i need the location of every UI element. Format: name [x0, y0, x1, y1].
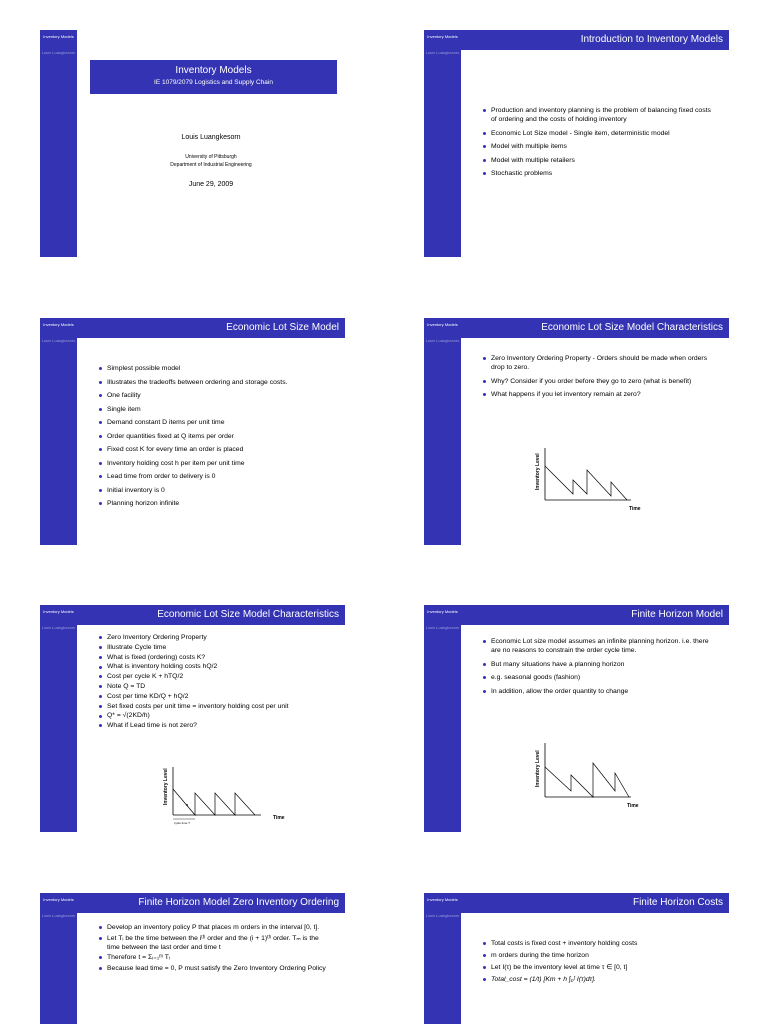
inventory-sawtooth-diagram	[533, 444, 663, 516]
bullet-item: Let Tᵢ be the time between the iᵗʰ order and the (i + 1)ᵗʰ order. Tₘ is the time between the last order and time t	[99, 934, 333, 952]
sidebar	[40, 605, 77, 832]
bullet-item: Total costs is fixed cost + inventory holding costs	[483, 939, 717, 948]
bullet-item: Demand constant D items per unit time	[99, 418, 333, 427]
inventory-level-line	[173, 789, 255, 815]
slide-title	[40, 30, 345, 257]
slide-heading: Economic Lot Size Model	[226, 322, 339, 333]
bullet-item: Economic Lot size model assumes an infinite planning horizon. i.e. there are no reasons to constrain the order cycle time.	[483, 637, 717, 655]
sidebar	[40, 318, 77, 545]
inventory-level-line	[545, 763, 629, 797]
sidebar	[40, 30, 77, 257]
author-name: Louis Luangkesorn	[181, 134, 241, 141]
bullet-item: What if Lead time is not zero?	[99, 721, 333, 730]
reorder-point-marker	[186, 804, 188, 806]
sidebar	[40, 893, 77, 1024]
bullet-list	[483, 354, 717, 404]
bullet-item: Stochastic problems	[483, 169, 717, 178]
slide-body	[461, 50, 729, 257]
sidebar	[424, 893, 461, 1024]
slide-heading: Finite Horizon Model	[631, 609, 723, 620]
cycle-time-label: cycle time T	[174, 821, 190, 825]
bullet-item: Q* = √(2KD/h)	[99, 711, 333, 720]
slide-heading: Economic Lot Size Model Characteristics	[541, 322, 723, 333]
bullet-item: Production and inventory planning is the problem of balancing fixed costs of ordering and the costs of holding inventory	[483, 106, 717, 124]
slide-elsm-characteristics-2	[40, 605, 345, 832]
bullet-item: One facility	[99, 391, 333, 400]
bullet-item: Planning horizon infinite	[99, 499, 333, 508]
slide-body	[77, 913, 345, 1024]
bullet-item: Note Q = TD	[99, 682, 333, 691]
slide-header	[461, 605, 729, 625]
bullet-item: Economic Lot Size model - Single item, deterministic model	[483, 129, 717, 138]
sidebar-author: Louis Luangkesorn	[425, 625, 460, 630]
bullet-item: Cost per cycle K + hTQ/2	[99, 672, 333, 681]
affiliation-department: Department of Industrial Engineering	[170, 162, 252, 168]
x-axis-label: Time	[273, 815, 285, 821]
sidebar-author: Louis Luangkesorn	[41, 625, 76, 630]
bullet-item: Total_cost = (1/t) [Km + h ∫₀ᵗ I(τ)dτ].	[483, 975, 717, 984]
slide-header	[77, 605, 345, 625]
slide-header	[461, 318, 729, 338]
bullet-item: What is inventory holding costs hQ/2	[99, 662, 333, 671]
bullet-item: Inventory holding cost h per item per unit time	[99, 459, 333, 468]
bullet-list	[483, 637, 717, 700]
slide-body	[77, 30, 345, 257]
sidebar-title: Inventory Models	[43, 322, 74, 327]
bullet-item: Fixed cost K for every time an order is placed	[99, 445, 333, 454]
slide-economic-lot-size	[40, 318, 345, 545]
presentation-date: June 29, 2009	[188, 181, 234, 188]
sidebar-title: Inventory Models	[427, 34, 458, 39]
sidebar-author: Louis Luangkesorn	[41, 338, 76, 343]
sidebar-author: Louis Luangkesorn	[41, 913, 76, 918]
bullet-item: Initial inventory is 0	[99, 486, 333, 495]
slide-heading: Introduction to Inventory Models	[580, 34, 723, 45]
sidebar-title: Inventory Models	[427, 322, 458, 327]
bullet-list	[99, 633, 333, 731]
sidebar-title: Inventory Models	[43, 34, 74, 39]
inventory-sawtooth-diagram	[533, 739, 663, 811]
bullet-item: e.g. seasonal goods (fashion)	[483, 673, 717, 682]
y-axis-label: Inventory Level	[535, 453, 541, 490]
sidebar-author: Louis Luangkesorn	[425, 50, 460, 55]
x-axis-label: Time	[629, 506, 641, 512]
bullet-list	[483, 106, 717, 183]
slide-body	[461, 338, 729, 545]
slide-header	[77, 893, 345, 913]
bullet-item: Let I(τ) be the inventory level at time τ ∈ [0, t]	[483, 963, 717, 972]
slide-heading: Finite Horizon Model Zero Inventory Ordering	[138, 897, 339, 908]
slide-elsm-characteristics-1	[424, 318, 729, 545]
bullet-item: Therefore t = Σᵢ₌₁ᵐ Tᵢ	[99, 953, 333, 962]
bullet-item: Simplest possible model	[99, 364, 333, 373]
bullet-item: Develop an inventory policy P that places m orders in the interval [0, t].	[99, 923, 333, 932]
slide-header	[461, 893, 729, 913]
slide-heading: Finite Horizon Costs	[632, 897, 723, 908]
sidebar-title: Inventory Models	[43, 897, 74, 902]
bullet-item: But many situations have a planning horizon	[483, 660, 717, 669]
bullet-item: Cost per time KD/Q + hQ/2	[99, 692, 333, 701]
slide-finite-horizon	[424, 605, 729, 832]
bullet-item: Zero Inventory Ordering Property	[99, 633, 333, 642]
title-box	[90, 60, 337, 94]
bullet-list	[483, 939, 717, 987]
inventory-sawtooth-diagram	[161, 761, 301, 832]
bullet-item: Model with multiple items	[483, 142, 717, 151]
sidebar-title: Inventory Models	[43, 609, 74, 614]
bullet-item: What is fixed (ordering) costs K?	[99, 653, 333, 662]
bullet-item: m orders during the time horizon	[483, 951, 717, 960]
sidebar	[424, 318, 461, 545]
inventory-level-line	[545, 466, 627, 500]
sidebar-author: Louis Luangkesorn	[425, 913, 460, 918]
bullet-list	[99, 364, 333, 513]
sidebar-title: Inventory Models	[427, 897, 458, 902]
bullet-item: Lead time from order to delivery is 0	[99, 472, 333, 481]
bullet-item: Illustrate Cycle time	[99, 643, 333, 652]
sidebar	[424, 30, 461, 257]
bullet-item: Because lead time = 0, P must satisfy the Zero Inventory Ordering Policy	[99, 964, 333, 973]
presentation-subtitle: IE 1079/2079 Logistics and Supply Chain	[154, 79, 273, 86]
slide-body	[461, 625, 729, 832]
slide-body	[77, 338, 345, 545]
bullet-item: Why? Consider if you order before they go to zero (what is benefit)	[483, 377, 717, 386]
sidebar-author: Louis Luangkesorn	[41, 50, 76, 55]
y-axis-label: Inventory Level	[535, 750, 541, 787]
slide-body	[77, 625, 345, 832]
bullet-item: In addition, allow the order quantity to change	[483, 687, 717, 696]
x-axis-label: Time	[627, 803, 639, 809]
slide-body	[461, 913, 729, 1024]
bullet-item: Single item	[99, 405, 333, 414]
y-axis-label: Inventory Level	[163, 768, 169, 805]
presentation-title: Inventory Models	[175, 65, 252, 76]
bullet-item: Zero Inventory Ordering Property - Orders should be made when orders drop to zero.	[483, 354, 717, 372]
slide-header	[461, 30, 729, 50]
bullet-item: Set fixed costs per unit time = inventory holding cost per unit	[99, 702, 333, 711]
bullet-list	[99, 923, 333, 974]
sidebar-author: Louis Luangkesorn	[425, 338, 460, 343]
bullet-item: Model with multiple retailers	[483, 156, 717, 165]
bullet-item: Order quantities fixed at Q items per order	[99, 432, 333, 441]
slide-finite-horizon-costs	[424, 893, 729, 1024]
sidebar	[424, 605, 461, 832]
slide-heading: Economic Lot Size Model Characteristics	[157, 609, 339, 620]
affiliation-university: University of Pittsburgh	[185, 154, 237, 160]
bullet-item: Illustrates the tradeoffs between ordering and storage costs.	[99, 378, 333, 387]
slide-finite-horizon-zio	[40, 893, 345, 1024]
bullet-item: What happens if you let inventory remain at zero?	[483, 390, 717, 399]
slide-header	[77, 318, 345, 338]
slide-introduction	[424, 30, 729, 257]
sidebar-title: Inventory Models	[427, 609, 458, 614]
